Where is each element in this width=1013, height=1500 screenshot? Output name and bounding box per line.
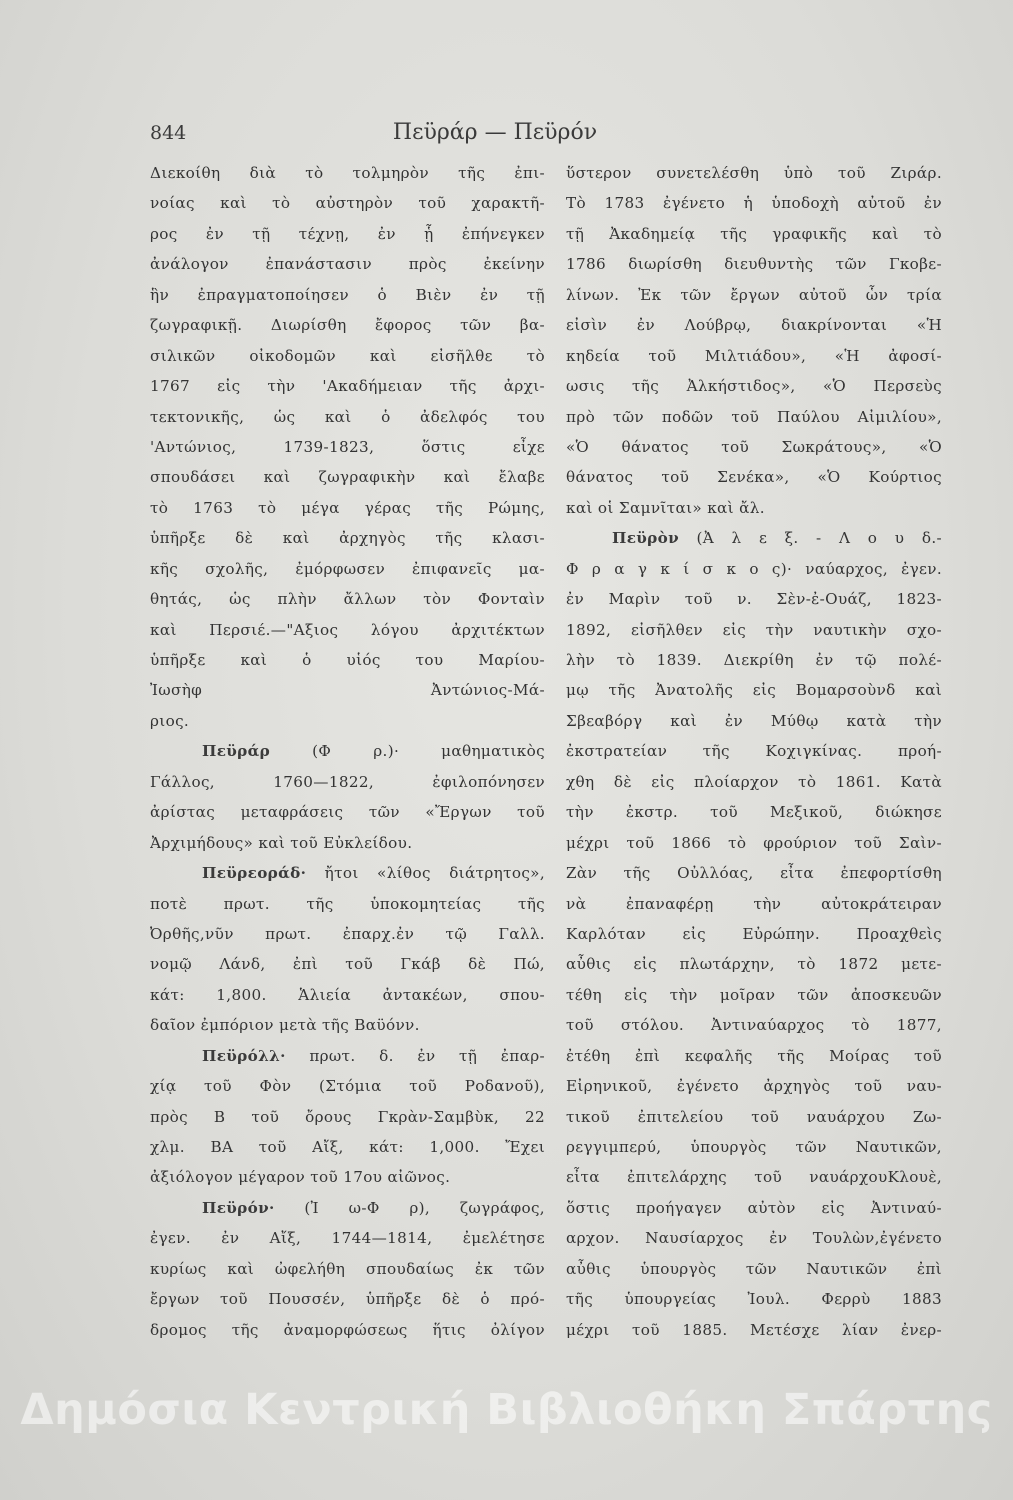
text-line — [150, 949, 545, 979]
line-text: κῆς σχολῆς, ἐμόρφωσεν ἐπιφανεῖς μα- — [150, 559, 545, 578]
text-line — [566, 493, 942, 523]
line-text: τῇ Ἀκαδημείᾳ τῆς γραφικῆς καὶ τὸ — [566, 224, 942, 243]
text-line — [150, 706, 545, 736]
line-text: ἐτέθη ἐπὶ κεφαλῆς τῆς Μοίρας τοῦ — [566, 1046, 942, 1065]
text-line — [566, 523, 942, 553]
text-line — [150, 371, 545, 401]
line-text: Ὀρθῆς,νῦν πρωτ. ἐπαρχ.ἐν τῷ Γαλλ. — [150, 924, 545, 943]
line-text: τεκτονικῆς, ὡς καὶ ὁ ἀδελφός του — [150, 407, 545, 426]
text-line — [566, 462, 942, 492]
line-text: Καρλόταν εἰς Εὐρώπην. Προαχθεὶς — [566, 924, 942, 943]
entry-headword: Πεϋρὸν — [612, 529, 679, 548]
line-text: δαῖον ἐμπόριον μετὰ τῆς Βαϋόνν. — [150, 1016, 420, 1035]
text-line — [566, 767, 942, 797]
line-text: Φ ρ α γ κ ί σ κ ο ς)· ναύαρχος, ἐγεν. — [566, 559, 942, 578]
text-line — [566, 889, 942, 919]
text-line — [150, 432, 545, 462]
running-head: Πεϋράρ — Πεϋρόν — [392, 120, 598, 145]
text-line — [150, 1193, 545, 1223]
line-text: χίᾳ τοῦ Φὸν (Στόμια τοῦ Ροδανοῦ), — [150, 1077, 545, 1096]
page-number: 844 — [150, 122, 187, 144]
text-line — [566, 1315, 942, 1345]
line-text: τὴν ἐκστρ. τοῦ Μεξικοῦ, διώκησε — [566, 803, 942, 822]
text-line — [566, 280, 942, 310]
text-line — [566, 858, 942, 888]
text-line — [150, 188, 545, 218]
line-text: αὖθις ὑπουργὸς τῶν Ναυτικῶν ἐπὶ — [566, 1259, 942, 1278]
text-line — [150, 1102, 545, 1132]
left-column — [150, 158, 545, 1345]
text-line — [150, 980, 545, 1010]
line-text: ζωγραφικῇ. Διωρίσθη ἔφορος τῶν βα- — [150, 316, 545, 335]
line-text: καὶ Περσιέ.—"Αξιος λόγου ἀρχιτέκτων — [150, 620, 545, 639]
text-line — [150, 310, 545, 340]
text-line — [150, 402, 545, 432]
text-line — [150, 341, 545, 371]
entry-headword: Πεϋρόν· — [202, 1198, 275, 1217]
line-text: κυρίως καὶ ὠφελήθη σπουδαίως ἐκ τῶν — [150, 1259, 545, 1278]
text-line — [150, 919, 545, 949]
line-text: δρομος τῆς ἀναμορφώσεως ἥτις ὀλίγον — [150, 1320, 545, 1339]
text-line — [566, 219, 942, 249]
text-line — [150, 1071, 545, 1101]
line-text: ἣν ἐπραγματοποίησεν ὁ Βιὲν ἐν τῇ — [150, 285, 545, 304]
line-text: εἶτα ἐπιτελάρχης τοῦ ναυάρχουΚλουὲ, — [566, 1168, 942, 1187]
text-line — [150, 736, 545, 766]
entry-headword: Πεϋράρ — [202, 742, 271, 761]
line-text: σιλικῶν οἰκοδομῶν καὶ εἰσῆλθε τὸ — [150, 346, 545, 365]
text-line — [566, 371, 942, 401]
text-line — [566, 1102, 942, 1132]
text-line — [150, 554, 545, 584]
text-line — [150, 1254, 545, 1284]
line-text: σπουδάσει καὶ ζωγραφικὴν καὶ ἔλαβε — [150, 468, 545, 487]
line-text: (Ἰ ω-Φ ρ), ζωγράφος, — [304, 1198, 545, 1217]
line-text: καὶ οἱ Σαμνῖται» καὶ ἄλ. — [566, 498, 765, 517]
line-text: Ἀρχιμήδους» καὶ τοῦ Εὐκλείδου. — [150, 833, 413, 852]
text-line — [150, 280, 545, 310]
line-text: Ζὰν τῆς Οὐλλόας, εἶτα ἐπεφορτίσθη — [566, 864, 942, 883]
line-text: μέχρι τοῦ 1866 τὸ φρούριον τοῦ Σαὶν- — [566, 833, 942, 852]
text-line — [566, 1193, 942, 1223]
line-text: ωσις τῆς Ἀλκήστιδος», «Ὁ Περσεὺς — [566, 377, 942, 396]
text-line — [566, 1132, 942, 1162]
line-text: ἀρίστας μεταφράσεις τῶν «Ἔργων τοῦ — [150, 803, 545, 822]
line-text: Σβεαβόργ καὶ ἐν Μύθῳ κατὰ τὴν — [566, 711, 942, 730]
line-text: «Ὁ θάνατος τοῦ Σωκράτους», «Ὁ — [566, 437, 942, 456]
line-text: ριος. — [150, 711, 190, 730]
line-text: τέθη εἰς τὴν μοῖραν τῶν ἀποσκευῶν — [566, 985, 942, 1004]
page-header — [150, 122, 840, 156]
line-text: τῆς ὑπουργείας Ἰουλ. Φερρὺ 1883 — [566, 1290, 942, 1309]
text-line — [150, 584, 545, 614]
text-line — [150, 1041, 545, 1071]
line-text: εἰσὶν ἐν Λούβρῳ, διακρίνονται «Ἡ — [566, 316, 942, 335]
entry-headword: Πεϋρεοράδ· — [202, 864, 307, 883]
text-line — [566, 1284, 942, 1314]
text-line — [566, 706, 942, 736]
line-text: Διεκοίθη διὰ τὸ τολμηρὸν τῆς ἐπι- — [150, 164, 545, 182]
text-line — [150, 1284, 545, 1314]
text-line — [150, 493, 545, 523]
line-text: αρχον. Ναυσίαρχος ἐν Τουλὼν,ἐγένετο — [566, 1229, 942, 1248]
line-text: νὰ ἐπαναφέρῃ τὴν αὐτοκράτειραν — [566, 894, 942, 913]
line-text: αὖθις εἰς πλωτάρχην, τὸ 1872 μετε- — [566, 955, 942, 974]
text-line — [150, 1132, 545, 1162]
line-text: τὸ 1763 τὸ μέγα γέρας τῆς Ρώμης, — [150, 498, 545, 517]
text-line — [150, 767, 545, 797]
text-line — [150, 645, 545, 675]
line-text: (Ἀ λ ε ξ. - Λ ο υ δ.- — [696, 529, 942, 548]
text-line — [150, 219, 545, 249]
line-text: ποτὲ πρωτ. τῆς ὑποκομητείας τῆς — [150, 894, 545, 913]
line-text: θάνατος τοῦ Σενέκα», «Ὁ Κούρτιος — [566, 468, 942, 487]
line-text: κηδεία τοῦ Μιλτιάδου», «Ἡ ἀφοσί- — [566, 346, 942, 365]
line-text: ρεγγιμπερύ, ὑπουργὸς τῶν Ναυτικῶν, — [566, 1138, 942, 1156]
text-line — [566, 1254, 942, 1284]
text-line — [566, 615, 942, 645]
text-line — [150, 1223, 545, 1253]
line-text: Τὸ 1783 ἐγένετο ἡ ὑποδοχὴ αὐτοῦ ἐν — [566, 194, 942, 213]
text-line — [566, 980, 942, 1010]
text-line — [566, 675, 942, 705]
text-line — [150, 462, 545, 492]
text-line — [150, 797, 545, 827]
text-line — [150, 523, 545, 553]
text-line — [566, 249, 942, 279]
text-line — [566, 432, 942, 462]
line-text: Εἰρηνικοῦ, ἐγένετο ἀρχηγὸς τοῦ ναυ- — [566, 1077, 942, 1096]
line-text: ἐν Μαρὶν τοῦ ν. Σὲν-ἐ-Ουάζ, 1823- — [566, 590, 942, 609]
text-line — [566, 402, 942, 432]
text-line — [150, 249, 545, 279]
line-text: νομῷ Λάνδ, ἐπὶ τοῦ Γκάβ δὲ Πώ, — [150, 955, 545, 974]
text-line — [566, 1223, 942, 1253]
line-text: τοῦ στόλου. Ἀντιναύαρχος τὸ 1877, — [566, 1016, 942, 1035]
text-line — [566, 828, 942, 858]
line-text: Γάλλος, 1760—1822, ἐφιλοπόνησεν — [150, 772, 545, 791]
text-line — [566, 919, 942, 949]
line-text: ὕστερον συνετελέσθη ὑπὸ τοῦ Ζιράρ. — [566, 164, 942, 182]
text-line — [566, 645, 942, 675]
text-line — [150, 1010, 545, 1040]
line-text: ἐκστρατείαν τῆς Κοχιγκίνας. προή- — [566, 742, 942, 761]
line-text: κάτ: 1,800. Ἁλιεία ἀντακέων, σπου- — [150, 985, 545, 1004]
line-text: τικοῦ ἐπιτελείου τοῦ ναυάρχου Ζω- — [566, 1107, 942, 1126]
text-line — [566, 188, 942, 218]
line-text: 1767 εἰς τὴν 'Ακαδήμειαν τῆς ἀρχι- — [150, 377, 545, 396]
text-line — [566, 1162, 942, 1192]
library-watermark: Δημόσια Κεντρική Βιβλιοθήκη Σπάρτης — [20, 1385, 993, 1435]
line-text: πρὸ τῶν ποδῶν τοῦ Παύλου Αἰμιλίου», — [566, 407, 942, 426]
entry-headword: Πεϋρόλλ· — [202, 1046, 286, 1065]
line-text: λίνων. Ἐκ τῶν ἔργων αὐτοῦ ὧν τρία — [566, 285, 942, 304]
text-line — [566, 554, 942, 584]
line-text: ἀνάλογον ἐπανάστασιν πρὸς ἐκείνην — [150, 255, 545, 274]
text-line — [150, 1315, 545, 1345]
line-text: πρωτ. δ. ἐν τῇ ἐπαρ- — [309, 1046, 545, 1065]
text-line — [150, 858, 545, 888]
text-line — [566, 949, 942, 979]
text-line — [566, 1071, 942, 1101]
line-text: Ἰωσὴφ Ἀντώνιος-Μά- — [150, 681, 545, 700]
line-text: (Φ ρ.)· μαθηματικὸς — [312, 742, 545, 761]
text-line — [150, 889, 545, 919]
line-text: νοίας καὶ τὸ αὐστηρὸν τοῦ χαρακτῆ- — [150, 194, 545, 213]
text-line — [150, 675, 545, 705]
line-text: ἐγεν. ἐν Αἴξ, 1744—1814, ἐμελέτησε — [150, 1229, 545, 1248]
line-text: χλμ. ΒΑ τοῦ Αἴξ, κάτ: 1,000. Ἔχει — [150, 1138, 545, 1156]
line-text: χθη δὲ εἰς πλοίαρχον τὸ 1861. Κατὰ — [566, 772, 942, 791]
text-line — [150, 1162, 545, 1192]
line-text: μῳ τῆς Ἀνατολῆς εἰς Βομαρσοὺνδ καὶ — [566, 681, 942, 700]
text-line — [566, 797, 942, 827]
text-line — [566, 341, 942, 371]
line-text: ὅστις προήγαγεν αὐτὸν εἰς Ἀντιναύ- — [566, 1198, 942, 1217]
line-text: πρὸς Β τοῦ ὄρους Γκρὰν-Σαμβὺκ, 22 — [150, 1107, 545, 1126]
line-text: ὑπῆρξε καὶ ὁ υἱός του Μαρίου- — [150, 651, 545, 669]
right-column — [566, 158, 942, 1345]
text-line — [566, 1010, 942, 1040]
text-line — [150, 615, 545, 645]
text-line — [566, 158, 942, 188]
text-line — [566, 584, 942, 614]
line-text: μέχρι τοῦ 1885. Μετέσχε λίαν ἐνερ- — [566, 1320, 942, 1339]
line-text: 1892, εἰσῆλθεν εἰς τὴν ναυτικὴν σχο- — [566, 620, 942, 639]
line-text: 'Αντώνιος, 1739-1823, ὅστις εἶχε — [150, 437, 545, 456]
line-text: λὴν τὸ 1839. Διεκρίθη ἐν τῷ πολέ- — [566, 651, 942, 669]
text-line — [150, 828, 545, 858]
text-line — [566, 736, 942, 766]
line-text: ἔργων τοῦ Πουσσέν, ὑπῆρξε δὲ ὁ πρό- — [150, 1290, 545, 1309]
line-text: ἤτοι «λίθος διάτρητος», — [324, 864, 545, 883]
text-line — [566, 1041, 942, 1071]
line-text: 1786 διωρίσθη διευθυντὴς τῶν Γκοβε- — [566, 255, 942, 274]
text-line — [150, 158, 545, 188]
line-text: ρος ἐν τῇ τέχνῃ, ἐν ᾗ ἐπήνεγκεν — [150, 224, 545, 243]
text-line — [566, 310, 942, 340]
line-text: ὑπῆρξε δὲ καὶ ἀρχηγὸς τῆς κλασι- — [150, 529, 545, 548]
line-text: θητάς, ὡς πλὴν ἄλλων τὸν Φονταὶν — [150, 590, 545, 609]
line-text: ἀξιόλογον μέγαρον τοῦ 17ου αἰῶνος. — [150, 1168, 451, 1187]
